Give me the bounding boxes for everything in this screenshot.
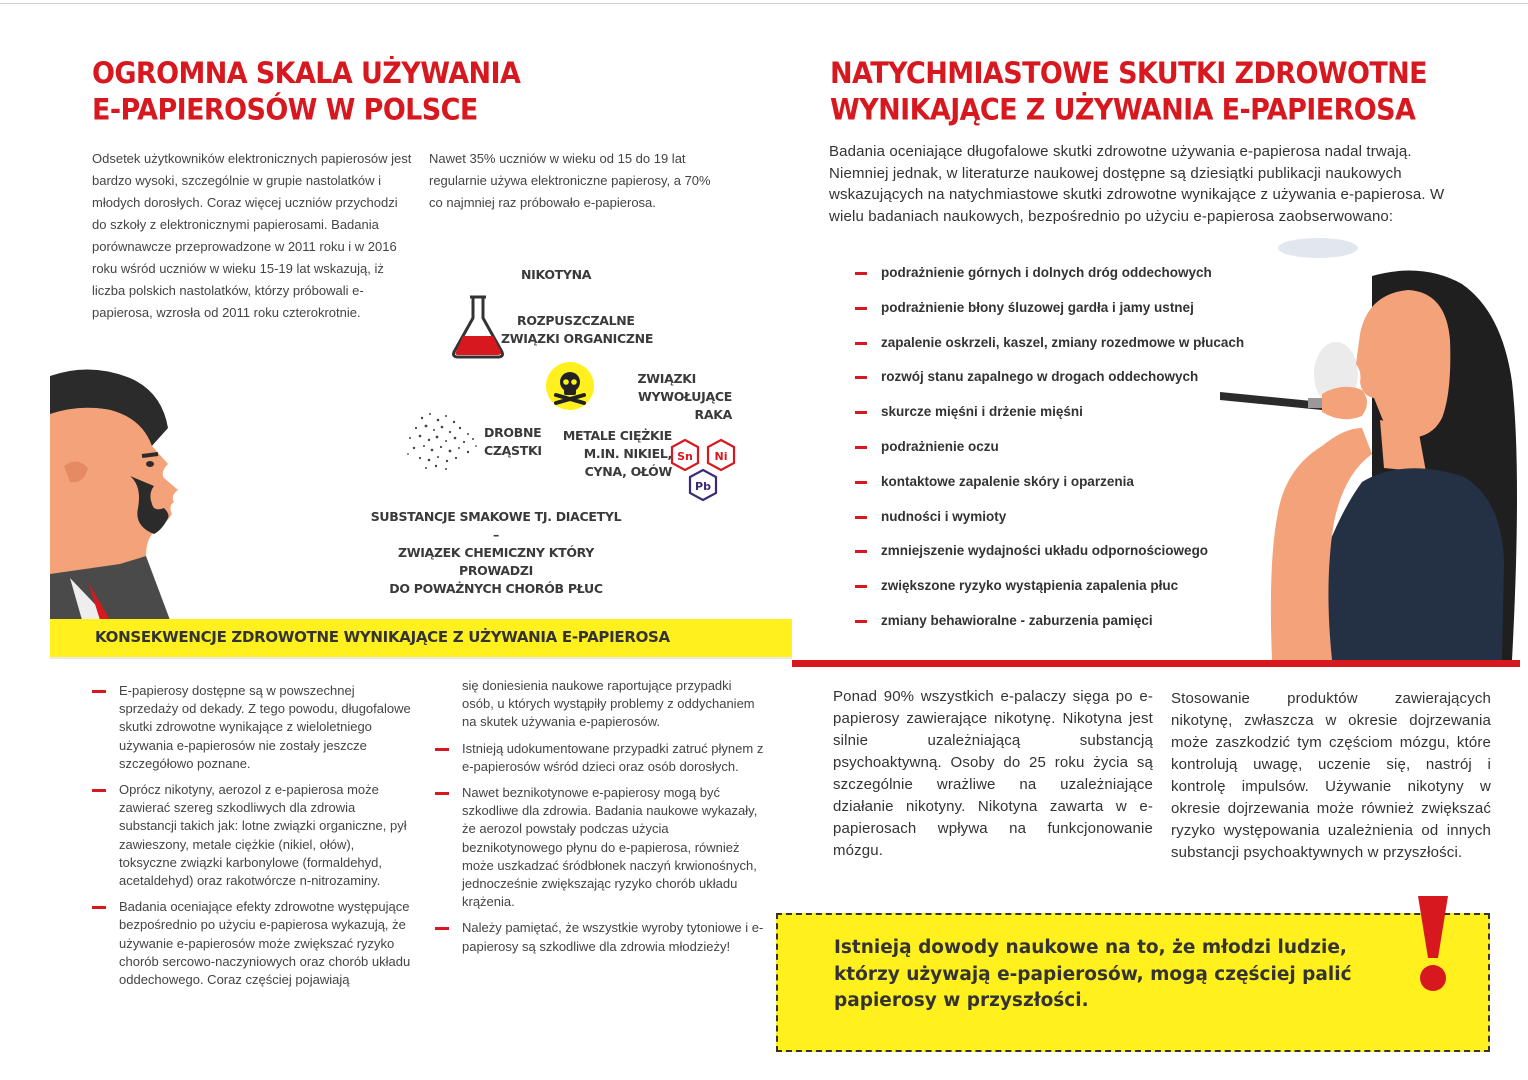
consequence-item: Należy pamiętać, że wszystkie wyroby tytoniowe i e-papierosy są szkodliwe dla zdrowia młodzieży! [435,919,765,955]
effect-item: kontaktowe zapalenie skóry i oparzenia [855,471,1275,506]
label-flavors: SUBSTANCJE SMAKOWE TJ. DIACETYL – ZWIĄZEK CHEMICZNY KTÓRY PROWADZI DO POWAŻNYCH CHORÓB PŁUC [370,509,622,596]
element-ni: Ni [714,450,728,463]
consequence-item: Oprócz nikotyny, aerozol z e-papierosa może zawierać szereg szkodliwych dla zdrowia substancji takich jak: lotne związki organiczne, pył zawieszony, metale ciężkie (nikiel, ołów), toksyczne związki karbonylowe (formaldehyd, acetaldehyd) oraz rakotwórcze n-nitrozaminy. [92,781,412,890]
effect-item: nudności i wymioty [855,506,1275,541]
left-stats: Nawet 35% uczniów w wieku od 15 do 19 lat regularnie używa elektroniczne papierosy, a 70% co najmniej raz próbowało e-papierosa. [429,151,711,210]
band-shadow [50,657,792,659]
exclamation-icon [1408,892,1458,996]
red-divider [792,660,1520,667]
nicotine-paragraph-1: Ponad 90% wszystkich e-palaczy sięga po e-papierosy zawierające nikotynę. Nikotyna jest silnie uzależniającą substancją psychoaktywną. Osoby do 25 roku życia są szczególnie wrażliwe na uzależniające działanie nikotyny. Nikotyna zawarta w e-papierosach wpływa na funkcjonowanie mózgu. [833,688,1153,859]
effect-item: podrażnienie górnych i dolnych dróg oddechowych [855,262,1275,297]
consequence-item: Badania oceniające efekty zdrowotne występujące bezpośrednio po użyciu e-papierosa wykazują, że używanie e-papierosów może zwiększać ryzyko chorób sercowo-naczyniowych oraz chorób układu oddechowego. Coraz częściej pojawiają [92,898,412,989]
skull-icon [545,361,595,411]
label-metals: METALE CIĘŻKIE M.IN. NIKIEL, CYNA, OŁÓW [562,428,672,479]
consequences-list-1 [92,682,412,997]
label-organic: ROZPUSZCZALNE ZWIĄZKI ORGANICZNE [501,313,654,346]
flask-icon [450,294,506,360]
left-title-line-2: E-PAPIEROSÓW W POLSCE [92,93,478,128]
element-sn: Sn [677,450,693,463]
consequences-list-2 [435,677,765,964]
nicotine-paragraph-2: Stosowanie produktów zawierających nikotynę, zwłaszcza w okresie dojrzewania może zaszkodzić tym częściom mózgu, które kontrolują uwagę, uczenie się, nastrój i kontrolę impulsów. Używanie nikotyny w okresie dojrzewania może również zwiększać ryzyko występowania uzależnienia od innych substancji psychoaktywnych w przyszłości. [1171,690,1491,861]
label-nicotine: NIKOTYNA [521,267,592,282]
top-rule [0,3,1528,4]
right-intro: Badania oceniające długofalowe skutki zdrowotne używania e-papierosa nadal trwają. Niemniej jednak, w literaturze naukowej dostępne są dziesiątki publikacji naukowych wskazujących na natychmiastowe skutki zdrowotne wynikające z używania e-papierosa. W wielu badaniach naukowych, bezpośrednio po użyciu e-papierosa zaobserwowano: [829,143,1445,225]
consequence-item: E-papierosy dostępne są w powszechnej sprzedaży od dekady. Z tego powodu, długofalowe skutki zdrowotne wynikające z wieloletniego używania e-papierosów nie zostały jeszcze szczegółowo poznane. [92,682,412,773]
particles-icon [402,408,480,472]
label-carcinogens: ZWIĄZKI WYWOŁUJĄCE RAKA [637,371,732,422]
element-pb: Pb [695,480,711,493]
left-title-line-1: OGROMNA SKALA UŻYWANIA [92,57,521,91]
woman-illustration [1212,232,1528,660]
consequences-title: KONSEKWENCJE ZDROWOTNE WYNIKAJĄCE Z UŻYWANIA E-PAPIEROSA [95,628,670,646]
consequence-item: Istnieją udokumentowane przypadki zatruć płynem z e-papierosów wśród dzieci oraz osób dorosłych. [435,740,765,776]
effect-item: skurcze mięśni i drżenie mięśni [855,401,1275,436]
effect-item: zmniejszenie wydajności układu odpornościowego [855,540,1275,575]
elements-icon [668,438,740,504]
effect-item: zwiększone ryzyko wystąpienia zapalenia płuc [855,575,1275,610]
right-title [830,56,1427,129]
left-title [92,56,520,129]
callout-text: Istnieją dowody naukowe na to, że młodzi ludzie, którzy używają e-papierosów, mogą częściej palić papierosy w przyszłości. [834,937,1352,1011]
effect-item: podrażnienie błony śluzowej gardła i jamy ustnej [855,297,1275,332]
right-title-line-2: WYNIKAJĄCE Z UŻYWANIA E-PAPIEROSA [830,93,1416,128]
right-title-line-1: NATYCHMIASTOWE SKUTKI ZDROWOTNE [830,57,1427,91]
effect-item: zmiany behawioralne - zaburzenia pamięci [855,610,1275,645]
effect-item: zapalenie oskrzeli, kaszel, zmiany rozedmowe w płucach [855,332,1275,367]
man-illustration [50,368,200,620]
label-particles: DROBNE CZĄSTKI [484,425,542,458]
consequence-item: Nawet beznikotynowe e-papierosy mogą być szkodliwe dla zdrowia. Badania naukowe wykazały, że aerozol powstały podczas użycia beznikotynowego płynu do e-papierosa, również może uszkadzać śródbłonek naczyń krwionośnych, jednocześnie zwiększając ryzyko chorób układu krążenia. [435,784,765,911]
effect-item: rozwój stanu zapalnego w drogach oddechowych [855,366,1275,401]
consequence-continued: się doniesienia naukowe raportujące przypadki osób, u których wystąpiły problemy z oddychaniem na skutek używania e-papierosów. [462,678,755,730]
left-intro: Odsetek użytkowników elektronicznych papierosów jest bardzo wysoki, szczególnie w grupie nastolatków i młodych dorosłych. Coraz więcej uczniów przychodzi do szkoły z elektronicznymi papierosami. Badania porównawcze przeprowadzone w 2011 roku i w 2016 roku wśród uczniów w wieku 15-19 lat wskazują, iż liczba polskich nastolatków, którzy próbowali e-papierosa, wzrosła od 2011 roku czterokrotnie. [92,151,412,320]
effect-item: podrażnienie oczu [855,436,1275,471]
